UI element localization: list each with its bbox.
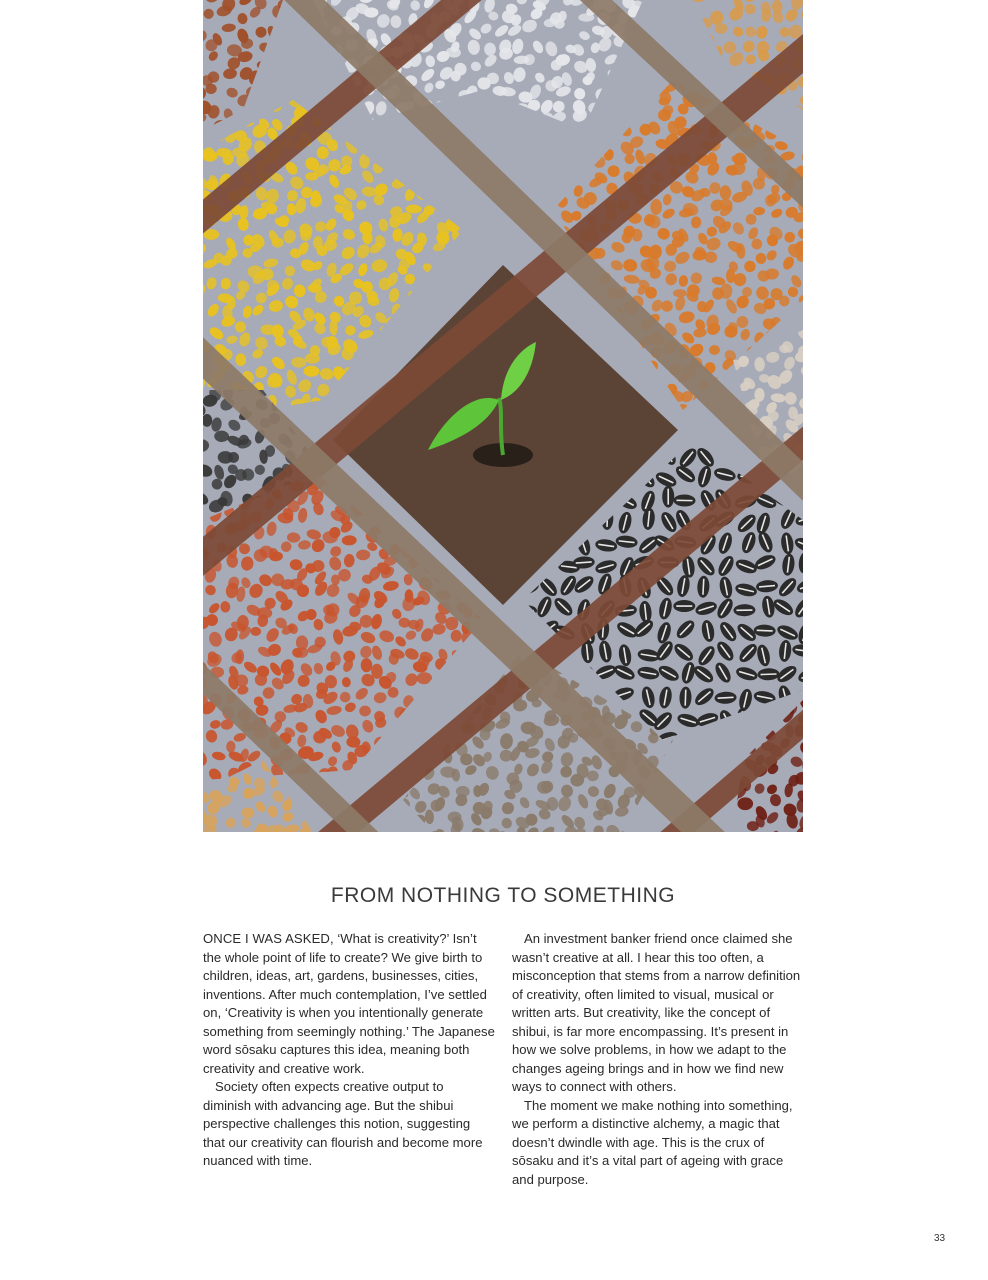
left-column [203, 930, 495, 1171]
article-title: FROM NOTHING TO SOMETHING [330, 884, 676, 907]
right-paragraph-1: An investment banker friend once claimed she wasn’t creative at all. I hear this too often, a misconception that stems from a narrow definition of creativity, often limited to visual, musical or written arts. But creativity, like the concept of shibui, is far more encompassing. It’s present in how we solve problems, in how we adapt to the changes ageing brings and in how we find new ways to connect with others. [512, 931, 801, 1094]
page-number: 33 [934, 1233, 946, 1244]
left-paragraph-1 [203, 930, 495, 1078]
seed-grid-illustration [203, 0, 803, 832]
left-paragraph-1-text: ‘What is creativity?’ Isn’t the whole point of life to create? We give birth to children, ideas, art, gardens, businesses, cities, inventions. After much contemplation, I’ve settled on, ‘Creativity is when you intentionally generate something from seemingly nothing.’ The Japanese word sōsaku captures this idea, meaning both creativity and creative work. [203, 931, 495, 1076]
left-paragraph-2: Society often expects creative output to diminish with advancing age. But the shibui perspective challenges this notion, suggesting that our creativity can flourish and become more nuanced with time. [203, 1079, 483, 1168]
seed-grid-painting [203, 0, 803, 832]
right-column [512, 930, 804, 1189]
right-paragraph-2: The moment we make nothing into something, we perform a distinctive alchemy, a magic that doesn’t dwindle with age. This is the crux of sōsaku and it’s a vital part of ageing with grace and purpose. [512, 1097, 793, 1187]
lead-in-caps: ONCE I WAS ASKED, [203, 931, 334, 946]
